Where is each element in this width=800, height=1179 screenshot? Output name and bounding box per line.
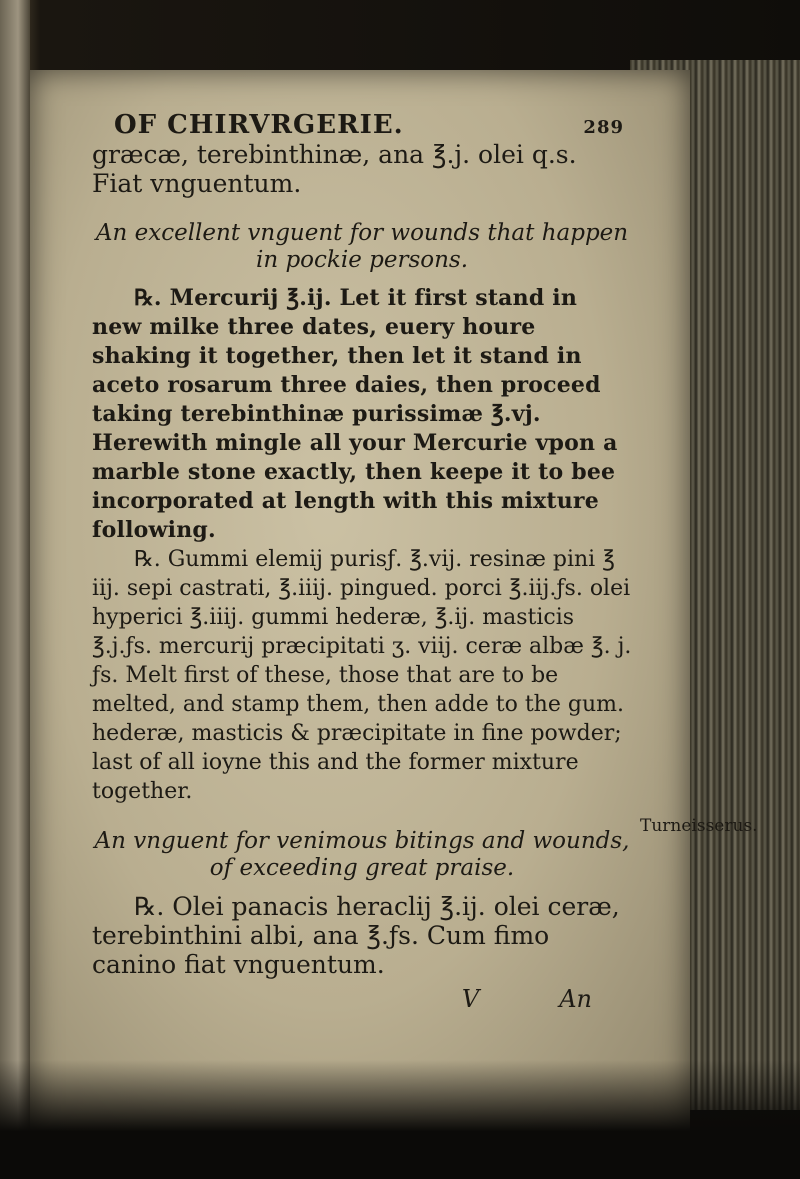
running-head bbox=[114, 110, 632, 140]
recipe-text-1: ℞. Mercurij ℥.ij. Let it first stand in new milke three dates, euery houre shaking it together, then let it stand in aceto rosarum three daies, then proceed taking terebinthinæ purissimæ ℥.vj. Herewith mingle all your Mercurie vpon a marble stone exactly, then keepe it to bee incorporated at length with this mixture following. bbox=[92, 285, 618, 543]
running-head-title: OF CHIRVRGERIE. bbox=[114, 110, 404, 140]
margin-note: Turneisserus. bbox=[640, 816, 758, 836]
catchwords bbox=[92, 985, 592, 1013]
recipe-heading-2: An vnguent for venimous bitings and wounds, of exceeding great praise. bbox=[94, 828, 630, 881]
page-number: 289 bbox=[583, 117, 624, 138]
catchword: An bbox=[559, 985, 592, 1013]
recipe-text-3: ℞. Olei panacis heraclij ℥.ij. olei ceræ, terebinthini albi, ana ℥.ƒs. Cum fimo canino fiat vnguentum. bbox=[92, 892, 620, 979]
signature-mark: V bbox=[461, 985, 480, 1013]
page-text bbox=[92, 110, 632, 1013]
bottom-shadow bbox=[0, 1060, 800, 1179]
paragraph-1: græcæ, terebinthinæ, ana ℥.j. olei q.s. Fiat vnguentum. bbox=[92, 140, 577, 198]
facing-page-edge bbox=[0, 0, 30, 1179]
recipe-text-2: ℞. Gummi elemij purisƒ. ℥.vij. resinæ pini ℥ iij. sepi castrati, ℥.iiij. pingued. porci ℥.iij.ƒs. olei hyperici ℥.iiij. gummi hederæ, ℥.ij. masticis ℥.j.ƒs. mercurij præcipitati ʒ. viij. ceræ albæ ℥. j. ƒs. Melt first of these, those that are to be melted, and stamp them, then adde to the gum. hederæ, masticis & præcipitate in fine powder; last of all ioyne this and the former mixture together. bbox=[92, 547, 632, 804]
recipe-heading-1: An excellent vnguent for wounds that happen in pockie persons. bbox=[95, 220, 629, 273]
